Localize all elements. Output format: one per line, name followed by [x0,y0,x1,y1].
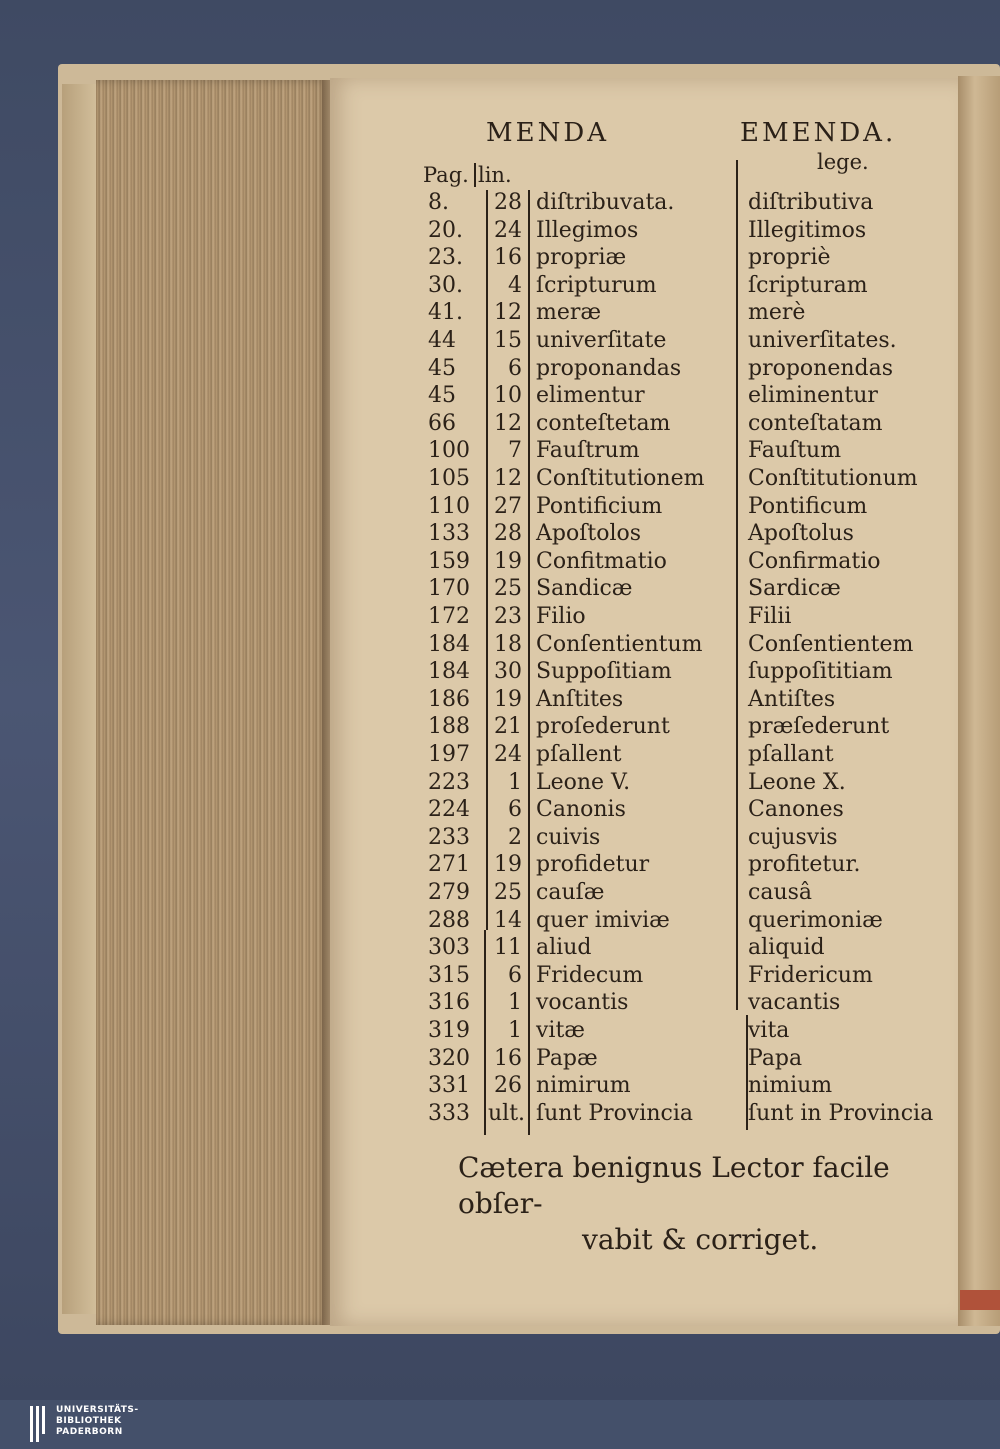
book-page [330,78,962,1326]
corrected-text: ſunt in Provincia [748,1100,934,1126]
erroneous-text: Fridecum [536,962,644,988]
line-number: 11 [494,935,522,961]
erroneous-text: proſederunt [536,714,670,740]
erroneous-text: vocantis [536,990,629,1016]
corrected-text: præſederunt [748,714,890,740]
erroneous-text: vitæ [536,1018,585,1043]
line-number: 21 [494,714,522,740]
corrected-text: eliminentur [748,383,878,409]
page-number: 133 [428,521,470,547]
corrected-text: Fauſtum [748,438,842,464]
menda-heading: MENDA [486,118,609,148]
corrected-text: Sardicæ [748,576,841,602]
corrected-text: Filii [748,604,792,629]
line-number: 19 [494,852,522,878]
line-number: 28 [494,521,522,547]
erroneous-text: propriæ [536,245,627,271]
page-edges [96,80,330,1325]
page-number: 223 [428,769,470,795]
erroneous-text: proponandas [536,355,682,381]
page-number: 41. [428,300,463,326]
page-number: 331 [428,1073,470,1099]
erroneous-text: Leone V. [536,769,631,795]
library-strip [0,1400,1000,1449]
page-number: 110 [428,493,470,519]
corrected-text: Antiſtes [748,686,836,712]
line-number: 25 [494,880,522,905]
corrected-text: Papa [748,1045,803,1071]
line-number: 1 [508,990,522,1016]
line-number: 12 [494,300,522,326]
line-number: 1 [508,769,522,795]
header-rule [474,163,476,187]
line-number: 16 [494,245,522,271]
line-number: 24 [494,742,522,767]
line-number: 26 [494,1073,522,1099]
corrected-text: Leone X. [748,769,846,795]
erroneous-text: diſtribuvata. [536,190,675,215]
erroneous-text: pſallent [536,742,622,767]
erroneous-text: cuivis [536,824,601,850]
line-number: 15 [494,328,522,353]
corrected-text: vacantis [748,990,841,1016]
page-number: 184 [428,659,470,685]
page-number: 333 [428,1100,470,1126]
corrected-text: Fridericum [748,962,873,988]
corrected-text: merè [748,300,806,326]
erroneous-text: Suppoſitiam [536,659,672,685]
library-name-line2: BIBLIOTHEK [56,1416,122,1426]
page-number: 100 [428,438,470,464]
line-number: 19 [494,548,522,574]
library-name-line3: PADERBORN [56,1427,123,1437]
lin-column-rule [528,190,530,1135]
page-number: 8. [428,190,449,215]
line-number: 4 [508,272,522,298]
erroneous-text: aliud [536,935,592,961]
erroneous-text: profidetur [536,852,650,878]
corrected-text: profitetur. [748,852,861,878]
corrected-text: causâ [748,880,813,905]
corrected-text: univerſitates. [748,328,897,353]
page-number: 184 [428,631,470,657]
erroneous-text: Anſtites [536,686,624,712]
line-number: 1 [508,1018,522,1043]
erroneous-text: univerſitate [536,328,667,353]
page-number: 288 [428,907,470,933]
erroneous-text: Apoſtolos [536,521,642,547]
page-number: 320 [428,1045,470,1071]
corrected-text: cujusvis [748,824,838,850]
line-number: 14 [494,907,522,933]
corrected-text: nimium [748,1073,833,1099]
erroneous-text: Confitmatio [536,548,667,574]
erroneous-text: Sandicæ [536,576,633,602]
page-number: 45 [428,383,456,409]
line-number: 23 [494,604,522,629]
page-number: 44 [428,328,456,353]
page-number: 30. [428,272,463,298]
line-number: 25 [494,576,522,602]
corrected-text: Apoſtolus [748,521,854,547]
corrected-text: Conſtitutionum [748,466,918,491]
corrected-text: conteſtatam [748,410,883,436]
corrected-text: ſuppoſititiam [748,659,893,685]
line-number: 7 [508,438,522,464]
line-number: 10 [494,383,522,409]
page-number: 170 [428,576,470,602]
closing-note-line1: Cætera benignus Lector facile obſer- [458,1151,890,1220]
library-logo-icon [30,1404,50,1444]
erroneous-text: Fauſtrum [536,438,640,464]
right-page-edge [958,76,1000,1326]
page-number: 172 [428,604,470,629]
line-number: 18 [494,631,522,657]
line-number: 28 [494,190,522,215]
page-number: 279 [428,880,470,905]
page-number: 233 [428,824,470,850]
erroneous-text: quer imiviæ [536,907,670,933]
line-number: 24 [494,217,522,243]
closing-note [458,1150,938,1258]
pag-column-header: Pag. [423,163,469,187]
line-number: 12 [494,466,522,491]
page-number: 303 [428,935,470,961]
corrected-text: Confirmatio [748,548,881,574]
erroneous-text: cauſæ [536,880,605,905]
page-number: 159 [428,548,470,574]
erroneous-text: ſunt Provincia [536,1100,693,1126]
erroneous-text: Pontificium [536,493,663,519]
line-number: 6 [508,355,522,381]
erroneous-text: ſcripturum [536,272,657,298]
corrected-text: Canones [748,797,844,823]
page-number: 105 [428,466,470,491]
page-number: 316 [428,990,470,1016]
line-number: 6 [508,797,522,823]
erroneous-text: Illegimos [536,217,639,243]
erroneous-text: Conſtitutionem [536,466,705,491]
erroneous-text: Filio [536,604,586,629]
erroneous-text: meræ [536,300,602,326]
page-number: 66 [428,410,456,436]
corrected-text: Illegitimos [748,217,867,243]
line-number: 12 [494,410,522,436]
line-number: ult. [488,1100,526,1126]
page-number: 224 [428,797,470,823]
page-number: 23. [428,245,463,271]
corrected-text: diſtributiva [748,190,874,215]
page-number: 186 [428,686,470,712]
page-edge-red [960,1290,1000,1310]
line-number: 6 [508,962,522,988]
corrected-text: aliquid [748,935,825,961]
corrected-text: proponendas [748,355,894,381]
line-number: 2 [508,824,522,850]
page-number: 319 [428,1018,470,1043]
pag-column-rule-lower [484,930,486,1135]
corrected-text: Pontificum [748,493,868,519]
page-number: 188 [428,714,470,740]
erroneous-text: elimentur [536,383,645,409]
corrected-text: Conſentientem [748,631,914,657]
page-number: 197 [428,742,470,767]
page-number: 315 [428,962,470,988]
corrected-text: ſcripturam [748,272,868,298]
erroneous-text: conteſtetam [536,410,671,436]
page-number: 271 [428,852,470,878]
page-number: 45 [428,355,456,381]
line-number: 16 [494,1045,522,1071]
corrected-text: pſallant [748,742,834,767]
line-number: 27 [494,493,522,519]
corrected-text: querimoniæ [748,907,883,933]
erroneous-text: nimirum [536,1073,631,1099]
library-name-line1: UNIVERSITÄTS- [56,1405,139,1415]
lege-column-header: lege. [817,150,869,174]
line-number: 30 [494,659,522,685]
page-number: 20. [428,217,463,243]
library-name [56,1405,139,1438]
closing-note-line2: vabit & corriget. [582,1223,819,1256]
corrected-text: propriè [748,245,831,271]
line-number: 19 [494,686,522,712]
erroneous-text: Canonis [536,797,626,823]
corrected-text: vita [748,1018,790,1043]
emend-column-rule [736,160,738,1010]
lin-column-header: lin. [478,163,512,187]
erroneous-text: Conſentientum [536,631,703,657]
emenda-heading: EMENDA. [740,118,897,148]
erroneous-text: Papæ [536,1045,598,1071]
